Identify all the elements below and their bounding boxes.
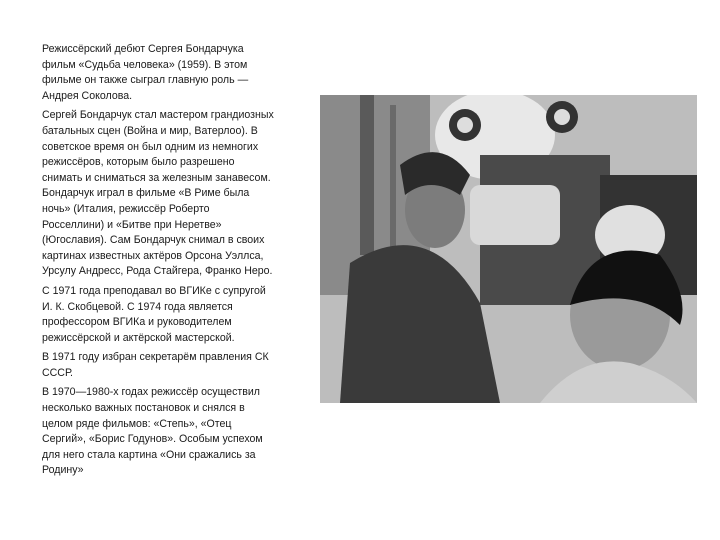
photo-illustration xyxy=(320,95,697,403)
paragraph xyxy=(42,284,312,346)
text-line: для него стала картина «Они сражались за xyxy=(42,448,256,461)
text-line: Бондарчук играл в фильме «В Риме была xyxy=(42,187,250,200)
text-line: целом ряде фильмов: «Степь», «Отец xyxy=(42,417,232,430)
text-line: Сергий», «Борис Годунов». Особым успехом xyxy=(42,433,263,446)
text-line: фильм «Судьба человека» (1959). В этом xyxy=(42,58,248,71)
photo-bondarchuk-with-film-camera xyxy=(320,95,697,403)
text-line: советское время он был одним из немногих xyxy=(42,140,259,153)
text-line: И. К. Скобцевой. С 1974 года является xyxy=(42,300,233,313)
text-line: Сергей Бондарчук стал мастером грандиозных xyxy=(42,109,274,122)
text-line: режиссёрской и актёрской мастерской. xyxy=(42,331,235,344)
paragraph xyxy=(42,385,312,479)
text-line: ночь» (Италия, режиссёр Роберто xyxy=(42,202,210,215)
text-line: режиссёров, которым было разрешено xyxy=(42,156,235,169)
text-line: В 1971 году избран секретарём правления СК xyxy=(42,351,269,364)
text-line: Росселлини) и «Битве при Неретве» xyxy=(42,218,222,231)
paragraph xyxy=(42,108,312,280)
body-text xyxy=(42,42,312,483)
text-line: (Югославия). Сам Бондарчук снимал в своих xyxy=(42,234,265,247)
paragraph xyxy=(42,42,312,104)
paragraph xyxy=(42,350,312,381)
text-line: С 1971 года преподавал во ВГИКе с супругой xyxy=(42,284,266,297)
text-line: снимать и сниматься за железным занавесом. xyxy=(42,171,271,184)
text-line: В 1970—1980-х годах режиссёр осуществил xyxy=(42,386,260,399)
text-line: СССР. xyxy=(42,366,73,379)
text-line: Андрея Соколова. xyxy=(42,89,133,102)
text-line: фильме он также сыграл главную роль — xyxy=(42,74,249,87)
text-line: профессором ВГИКа и руководителем xyxy=(42,316,232,329)
text-line: Родину» xyxy=(42,464,84,477)
text-line: Урсулу Андресс, Рода Стайгера, Франко Неро. xyxy=(42,265,273,278)
text-line: Режиссёрский дебют Сергея Бондарчука xyxy=(42,43,244,55)
text-line: несколько важных постановок и снялся в xyxy=(42,402,245,415)
text-line: картинах известных актёров Орсона Уэллса, xyxy=(42,249,264,262)
text-line: батальных сцен (Война и мир, Ватерлоо). В xyxy=(42,124,258,137)
